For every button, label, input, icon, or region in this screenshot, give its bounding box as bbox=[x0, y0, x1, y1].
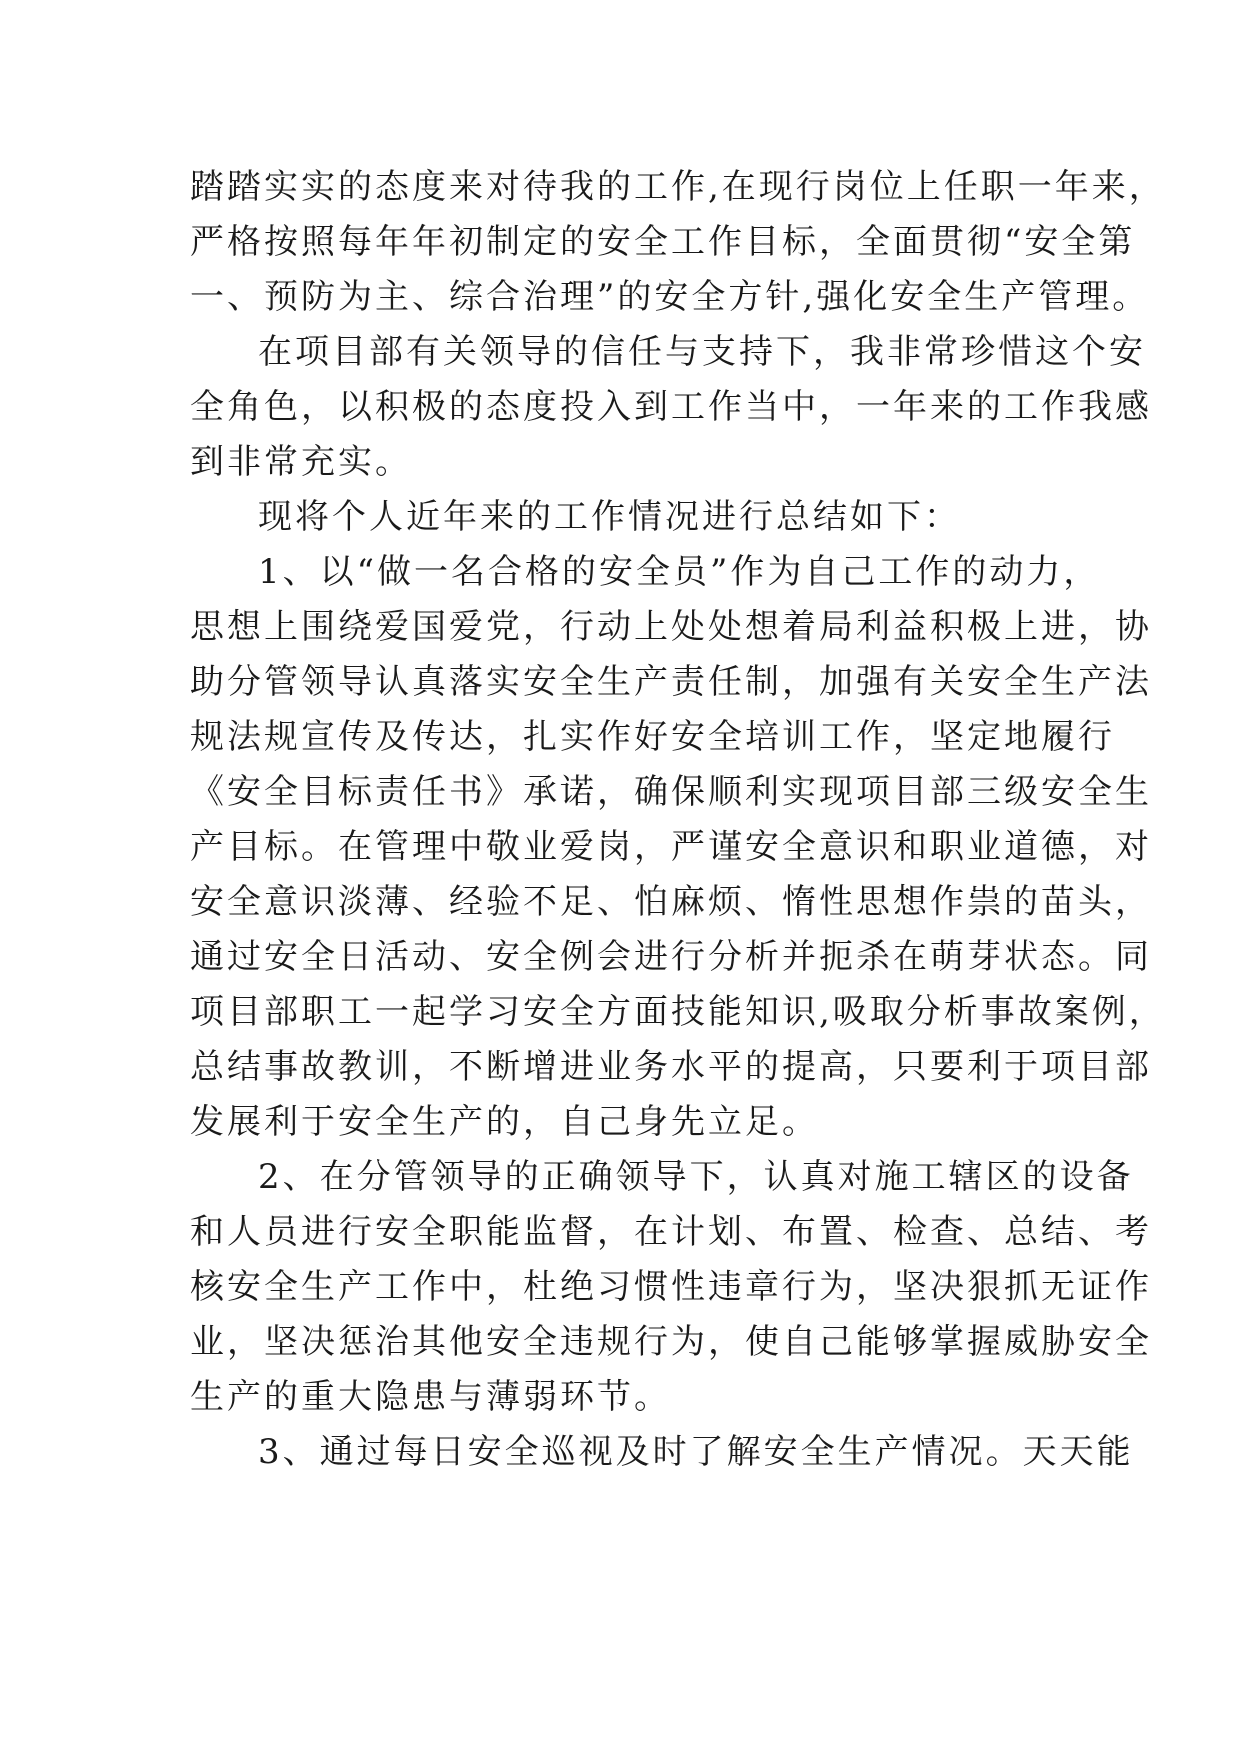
text-line: 规法规宣传及传达，扎实作好安全培训工作，坚定地履行 bbox=[190, 717, 1115, 757]
text-line: 总结事故教训，不断增进业务水平的提高，只要利于项目部 bbox=[190, 1047, 1152, 1087]
text-line: 3、通过每日安全巡视及时了解安全生产情况。天天能 bbox=[258, 1432, 1134, 1472]
text-line: 生产的重大隐患与薄弱环节。 bbox=[190, 1377, 671, 1417]
text-line: 助分管领导认真落实安全生产责任制，加强有关安全生产法 bbox=[190, 662, 1152, 702]
text-line: 思想上围绕爱国爱党，行动上处处想着局利益积极上进，协 bbox=[190, 607, 1152, 647]
text-line: 到非常充实。 bbox=[190, 442, 412, 482]
text-line: 一、预防为主、综合治理”的安全方针,强化安全生产管理。 bbox=[190, 277, 1150, 317]
text-line: 踏踏实实的态度来对待我的工作,在现行岗位上任职一年来， bbox=[190, 167, 1166, 207]
text-line: 发展利于安全生产的，自己身先立足。 bbox=[190, 1102, 819, 1142]
text-line: 业，坚决惩治其他安全违规行为，使自己能够掌握威胁安全 bbox=[190, 1322, 1152, 1362]
text-line: 通过安全日活动、安全例会进行分析并扼杀在萌芽状态。同 bbox=[190, 937, 1152, 977]
text-line: 严格按照每年年初制定的安全工作目标，全面贯彻“安全第 bbox=[190, 222, 1136, 262]
text-line: 安全意识淡薄、经验不足、怕麻烦、惰性思想作祟的苗头， bbox=[190, 882, 1152, 922]
text-line: 和人员进行安全职能监督，在计划、布置、检查、总结、考 bbox=[190, 1212, 1152, 1252]
text-line: 《安全目标责任书》承诺，确保顺利实现项目部三级安全生 bbox=[190, 772, 1152, 812]
text-line: 现将个人近年来的工作情况进行总结如下： bbox=[258, 497, 961, 537]
text-line: 核安全生产工作中，杜绝习惯性违章行为，坚决狠抓无证作 bbox=[190, 1267, 1152, 1307]
body-text bbox=[190, 160, 1166, 1480]
text-line: 1、以“做一名合格的安全员”作为自己工作的动力， bbox=[258, 552, 1101, 592]
text-line: 全角色，以积极的态度投入到工作当中，一年来的工作我感 bbox=[190, 387, 1152, 427]
text-line: 产目标。在管理中敬业爱岗，严谨安全意识和职业道德，对 bbox=[190, 827, 1152, 867]
text-line: 在项目部有关领导的信任与支持下，我非常珍惜这个安 bbox=[258, 332, 1146, 372]
text-line: 2、在分管领导的正确领导下，认真对施工辖区的设备 bbox=[258, 1157, 1134, 1197]
text-line: 项目部职工一起学习安全方面技能知识,吸取分析事故案例， bbox=[190, 992, 1166, 1032]
